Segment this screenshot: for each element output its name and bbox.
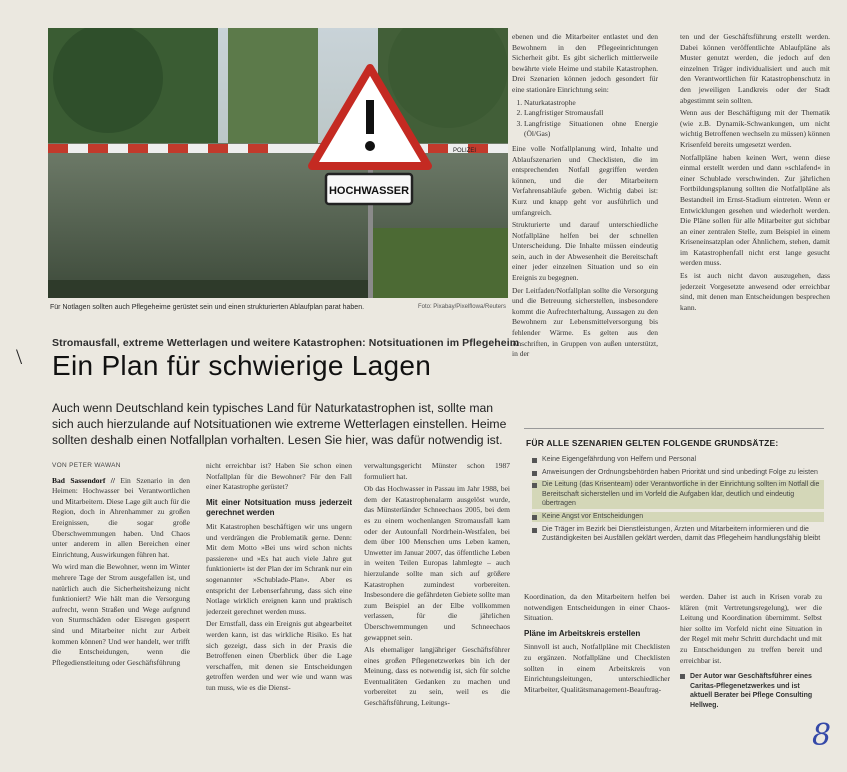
page-number: 8 [812, 718, 832, 753]
col1-text1: Ein Szenario in den Heimen: Hochwasser bei Verantwortlichen und Mitarbeitern. Diese Lage gilt auch für die Region, doch in Ahrenhammer zu großen Ereignissen, die sogar große Überschwemmungen haben. Und Chaos unter anderem in allen Bereichen einer Einrichtung, Auswirkungen führen hat. [52, 475, 190, 559]
col4-text3: Strukturierte und darauf unterschiedliche Notfallpläne helfen bei der schnellen Unterscheidung. Die Inhalte müssen eindeutig sein, auch in der Abwesenheit die Bereitschaft einer jeder einzelnen Situation und so ein Ereignis zu begegnen. [512, 220, 658, 283]
lead-paragraph: Auch wenn Deutschland kein typisches Land für Naturkatastrophen ist, sollte man sich auch hierzulande auf Notsituationen wie extreme Wetterlagen einstellen. Heime sollten deshalb einen Notfallplan vorhalten. Lesen Sie hier, was dafür notwendig ist. [52, 401, 507, 447]
author-note: Der Autor war Geschäftsführer eines Caritas-Pflegenetzwerkes und ist aktuell Berater bei Pflege Consulting Hellweg. [680, 672, 822, 710]
box-title: FÜR ALLE SZENARIEN GELTEN FOLGENDE GRUNDSÄTZE: [526, 438, 779, 448]
col3-text2: Ob das Hochwasser in Passau im Jahr 1988, bei dem der Katastrophenalarm ausgelöst wurde, das Münsterländer Schneechaos 2005, bei dem es zu einem wochenlangen Stromausfall kam oder der Autounfall Nordrhein-Westfalen, bei dem über 100 Menschen ums Leben kamen, Unwetter im Januar 2007, das öffentliche Leben in weiten Teilen Europas lahmlegte – auch hierzulande sollte man sich auf größere Katastrophen zumindest vorbereiten. Insbesondere die gefährdeten Gebiete sollte man zum Beispiel an der Elbe vollkommen verlassen, für die jährlichen Überschwemmungen und Schneechaos gewappnet sein. [364, 484, 510, 642]
col1-text2: Wo wird man die Bewohner, wenn im Winter mehrere Tage der Strom ausgefallen ist, und natürlich auch die Sicherheitsheizung nicht funktioniert? Wie hält man die Versorgung aufrecht, wenn Straßen und Wege aufgrund von Sturmschäden oder Eisregen gesperrt sind und Mitarbeiter nicht zur Arbeit kommen können? Und wer handelt, wer trifft die Entscheidungen, wenn die Pflegedienstleitung oder Geschäftsführung [52, 562, 190, 667]
col4-text1: ebenen und die Mitarbeiter entlastet und den Bewohnern in den Pflegeeinrichtungen Sicherheit gibt. Es gibt sicherlich mittlerweile bewährte viele Heime und stabile Katastrophen. Drei Szenarien können jedoch gesondert für eine stationäre Einrichtung sein: [512, 32, 658, 94]
scenario-item: 3. Langfristige Situationen ohne Energie (Öl/Gas) [524, 119, 658, 140]
principles-list [524, 455, 824, 544]
col2-text1: nicht erreichbar ist? Haben Sie schon einen Notfallplan für die Bewohner? Für den Fall einer Katastrophe gerüstet? [206, 461, 352, 492]
photo-credit: Foto: Pixabay/Pixelflowa/Reuters [417, 304, 506, 310]
col5-text2: Wenn aus der Beschäftigung mit der Thematik (wie z.B. Dynamik-Schwankungen, um nicht wichtig Betroffenen wechseln zu müssen) können Krisenfeld bereits umgesetzt werden. [680, 108, 830, 149]
col4-text2: Eine volle Notfallplanung wird, Inhalte und Ablaufszenarien und Checklisten, die im entsprechenden Notfall gegriffen werden können, und die der Mitarbeitern Verfahrensabläufe geben. Wichtig dabei ist: Kurz und knapp geht vor ausführlich und umfangreich. [512, 143, 658, 217]
sign-text: HOCHWASSER [328, 185, 410, 197]
caption-text: Für Notlagen sollten auch Pflegeheime gerüstet sein und einen strukturierten Ablaufplan parat haben. [50, 304, 365, 311]
column-1 [52, 461, 190, 766]
col5-text3: Notfallpläne haben keinen Wert, wenn diese einmal erstellt werden und dann »schlafend« in einer Schublade verschwinden. Zur jährlichen Fortbildungsplanung sollten die Notfallpläne als Bestandteil im Ernst-Stadium eintreten. Wenn er Entwicklungen gesehen und wiederholt werden. Die Pläne sollen für alle Mitarbeiter gut sichtbar an einer zentralen Stelle, zum Beispiel in einem Kriseneinsatzplan oder Ähnlichem, stehen, damit im Katastrophenfall nicht erst lange gesucht werden muss. [680, 152, 830, 268]
column-6 [524, 592, 670, 767]
subheading-1: Mit einer Notsituation muss jederzeit gerechnet werden [206, 497, 352, 518]
col7-text1: werden. Daher ist auch in Krisen vorab zu klären (mit Vertretungsregelung), wer die Leitung und Koordination übernimmt. Selbst hier sollte im Vorfeld nicht eine Situation in der Regel mit mehr Schritt durchdacht und mit zu Entscheidungen zu treffen bereit und erreichbar ist. [680, 592, 822, 665]
col6-text1: Koordination, da den Mitarbeitern helfen bei notwendigen Entscheidungen in einer Chaos-Situation. [524, 592, 670, 623]
col2-text2: Mit Katastrophen beschäftigen wir uns ungern und verdrängen die Problematik gerne. Denn: Mit dem Motto »Bei uns wird schon nichts passieren« und »Es hat auch viele Jahre gut funktioniert« ist der Plan der im Schrank nur ein sogenannter »Schublade-Plan«. Aber es entspricht der Lebenserfahrung, dass sich eine Notlage wirklich ereignen kann und praktisch jederzeit gerechnet werden muss. [206, 521, 352, 616]
article-photo [48, 28, 508, 298]
margin-mark: \ [16, 344, 23, 369]
principle-item: Keine Eigengefährdung von Helfern und Personal [532, 455, 824, 465]
col3-text1: verwaltungsgericht Münster schon 1987 formuliert hat. [364, 461, 510, 481]
principle-item: Keine Angst vor Entscheidungen [532, 512, 824, 522]
principle-item: Anweisungen der Ordnungsbehörden haben Priorität und sind unbedingt Folge zu leisten [532, 468, 824, 478]
col3-text3: Als ehemaliger langjähriger Geschäftsführer eines großen Pflegenetzwerkes bin ich der Meinung, dass es notwendig ist, sich für solche Eventualitäten Gedanken zu machen und vorbereitet zu sein, weil es die Geschäftsführung, Leitungs- [364, 645, 510, 708]
column-7 [680, 592, 822, 767]
scenario-item: 2. Langfristiger Stromausfall [524, 108, 658, 119]
byline: VON PETER WAWAN [52, 462, 121, 469]
dateline: Bad Sassendorf // [52, 475, 115, 485]
principle-item: Die Träger im Bezirk bei Dienstleistungen, Ärzten und Mitarbeitern informieren und die Zuständigkeiten bei Ausfällen geklärt werden, damit das Pflegeheim handlungsfähig bleibt [532, 525, 824, 544]
column-5 [680, 32, 830, 414]
col4-text4: Der Leitfaden/Notfallplan sollte die Versorgung und die Betreuung sicherstellen, insbesondere kommt die Aufrechterhaltung, Aussagen zu den Bewohnern zur Lebensmittelversorgung bis fehlender Wärme. Es gelten aus den Anschriften, in Gruppen von außen unterstützt, in der [512, 285, 658, 359]
col5-text1: ten und der Geschäftsführung erstellt werden. Dabei können veröffentlichte Ablaufpläne als Muster genutzt werden, die jedoch auf den einzelnen Träger individualisiert und auch mit den Verantwortlichen für Katastrophenschutz in den jeweiligen Landkreis oder der Stadt abgestimmt sein sollten. [680, 32, 830, 105]
scenario-item: 1. Naturkatastrophe [524, 98, 658, 109]
principles-box [524, 428, 824, 581]
col6-text2: Sinnvoll ist auch, Notfallpläne mit Checklisten zu ergänzen. Notfallpläne und Checklisten sollten in einem Arbeitskreis von Einrichtungsleitungen, unterschiedlicher Mitarbeiter, Qualitätsmanagement-Beauftrag- [524, 642, 670, 694]
principle-item: Die Leitung (das Krisenteam) oder Verantwortliche in der Einrichtung sollten im Notfall die Bereitschaft sicherstellen und im Vorfeld die Aufgaben klar, deutlich und eindeutig übertragen [532, 480, 824, 509]
column-3 [364, 461, 510, 766]
column-2 [206, 461, 352, 766]
col2-text3: Der Ernstfall, dass ein Ereignis gut abgearbeitet werden kann, ist das wirkliche Risiko. Es hat sich gezeigt, dass sich in der Praxis die Betroffenen einen Überblick über die Lage verschaffen, mit denen sie Entscheidungen getroffen werden und wer wie und wann was tun muss, wie es die Dienst- [206, 619, 352, 692]
scenario-list [512, 98, 658, 140]
column-4 [512, 32, 658, 414]
tape-label: POLIZEI [453, 148, 477, 154]
subheading-2: Pläne im Arbeitskreis erstellen [524, 628, 641, 638]
headline: Ein Plan für schwierige Lagen [52, 350, 432, 381]
kicker: Stromausfall, extreme Wetterlagen und weitere Katastrophen: Notsituationen im Pflegeheim [52, 337, 520, 349]
photo-caption [50, 303, 506, 312]
col5-text4: Es ist auch nicht davon auszugehen, dass jederzeit Vorgesetzte anwesend oder erreichbar sind, mit denen man Entscheidungen besprechen kann. [680, 271, 830, 312]
